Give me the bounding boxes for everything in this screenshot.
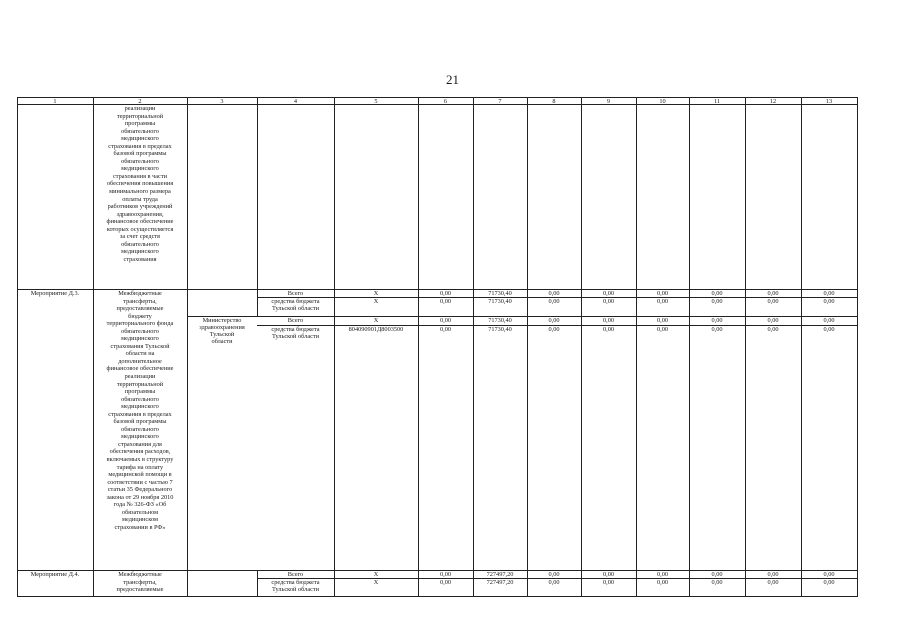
grid-line bbox=[581, 97, 582, 596]
d4-row-1-v10: 0,00 bbox=[656, 571, 669, 578]
column-header-9: 9 bbox=[606, 97, 611, 105]
d3-row-2-v8: 0,00 bbox=[548, 298, 560, 305]
d4-row-1-v8: 0,00 bbox=[548, 571, 560, 578]
measure-name: Мероприятие Д.4. bbox=[30, 571, 80, 578]
grid-line bbox=[418, 97, 419, 596]
d4-row-2-v13: 0,00 bbox=[823, 579, 835, 586]
d3-row-3-v13: 0,00 bbox=[823, 317, 835, 324]
d4-row-1-v7: 727497,20 bbox=[486, 571, 514, 578]
d3-row-3-v9: 0,00 bbox=[602, 317, 615, 324]
d3-row-1-v8: 0,00 bbox=[548, 290, 560, 297]
d3-row-3-code: X bbox=[373, 317, 379, 324]
d4-row-1-source: Всего bbox=[287, 571, 304, 578]
column-header-12: 12 bbox=[769, 97, 777, 105]
d4-row-1-v9: 0,00 bbox=[602, 571, 615, 578]
grid-line bbox=[801, 97, 802, 596]
grid-line bbox=[257, 97, 258, 316]
page-number: 21 bbox=[446, 72, 459, 87]
measure-name: Мероприятие Д.3. bbox=[30, 290, 80, 297]
d4-row-2-v12: 0,00 bbox=[767, 579, 779, 586]
d3-row-2-v7: 71730,40 bbox=[488, 298, 512, 305]
d4-row-2-v11: 0,00 bbox=[711, 579, 723, 586]
d3-row-2-v10: 0,00 bbox=[656, 298, 669, 305]
grid-line bbox=[636, 97, 637, 596]
d3-row-2-v9: 0,00 bbox=[602, 298, 615, 305]
d3-row-4-v7: 71730,40 bbox=[488, 326, 512, 333]
measure-description: Межбюджетные трансферты, предоставляемые bbox=[116, 571, 164, 594]
d3-row-3-v11: 0,00 bbox=[711, 317, 723, 324]
d3-row-2-code: X bbox=[373, 298, 379, 305]
column-header-11: 11 bbox=[713, 97, 721, 105]
d4-row-1-v11: 0,00 bbox=[711, 571, 723, 578]
d3-row-2-v13: 0,00 bbox=[823, 298, 835, 305]
continued-description: реализации территориальной программы обязательного медицинского страхования в пределах базовой программы обязательного медицинского страхования в части обеспечения повышения минимального размера оплаты труда работников учреждений здравоохранения, финансовое обеспечение которых осуществляется за счет средств обязательного медицинского страхования bbox=[106, 105, 174, 263]
d3-row-4-source: средства бюджета Тульской области bbox=[271, 326, 320, 340]
column-header-10: 10 bbox=[659, 97, 666, 105]
d4-row-1-v12: 0,00 bbox=[767, 571, 779, 578]
d4-row-2-code: X bbox=[373, 579, 379, 586]
d4-row-2-source: средства бюджета Тульской области bbox=[271, 579, 320, 593]
d3-row-2-v11: 0,00 bbox=[711, 298, 723, 305]
grid-line bbox=[527, 97, 528, 596]
d3-row-2-source: средства бюджета Тульской области bbox=[271, 298, 320, 312]
d3-row-1-v9: 0,00 bbox=[602, 290, 615, 297]
d3-row-4-v11: 0,00 bbox=[711, 326, 723, 333]
d4-row-2-v7: 727497,20 bbox=[486, 579, 514, 586]
d3-row-1-source: Всего bbox=[287, 290, 304, 297]
d3-row-2-v6: 0,00 bbox=[439, 298, 452, 305]
grid-line bbox=[857, 97, 858, 596]
measure-description: Межбюджетные трансферты, предоставляемые бюджету территориального фонда обязательного медицинского страхования Тульской области на дополнительное финансовое обеспечение реализации территориальной программы обязательного медицинского страхования в пределах базовой программы обязательного медицинского страхования для обеспечения расходов, включаемых в структуру тарифа на оплату медицинской помощи в соответствии с частью 7 статьи 35 Федерального закона от 29 ноября 2010 года № 326-ФЗ «Об обязательном медицинском страховании в РФ» bbox=[106, 290, 174, 531]
grid-line bbox=[17, 97, 18, 596]
column-header-1: 1 bbox=[53, 97, 57, 105]
d3-row-3-source: Всего bbox=[287, 317, 304, 324]
grid-line bbox=[334, 97, 335, 596]
d3-row-3-v7: 71730,40 bbox=[488, 317, 512, 324]
d4-row-2-v6: 0,00 bbox=[439, 579, 452, 586]
grid-line bbox=[473, 97, 474, 596]
d3-row-4-v10: 0,00 bbox=[656, 326, 669, 333]
d3-row-4-v9: 0,00 bbox=[602, 326, 615, 333]
grid-line bbox=[187, 97, 188, 596]
grid-line bbox=[689, 97, 690, 596]
column-header-5: 5 bbox=[374, 97, 378, 105]
column-header-8: 8 bbox=[552, 97, 556, 105]
column-header-6: 6 bbox=[443, 97, 448, 105]
d4-row-2-v9: 0,00 bbox=[602, 579, 615, 586]
d3-row-3-v6: 0,00 bbox=[439, 317, 452, 324]
d4-row-2-v8: 0,00 bbox=[548, 579, 560, 586]
d3-row-3-v12: 0,00 bbox=[767, 317, 779, 324]
d3-row-3-v8: 0,00 bbox=[548, 317, 560, 324]
d3-row-1-v11: 0,00 bbox=[711, 290, 723, 297]
d4-row-1-v13: 0,00 bbox=[823, 571, 835, 578]
d3-row-4-v8: 0,00 bbox=[548, 326, 560, 333]
d3-row-4-v13: 0,00 bbox=[823, 326, 835, 333]
column-header-7: 7 bbox=[498, 97, 502, 105]
d3-row-4-v12: 0,00 bbox=[767, 326, 779, 333]
column-header-13: 13 bbox=[825, 97, 833, 105]
d3-row-2-v12: 0,00 bbox=[767, 298, 779, 305]
d3-row-1-v10: 0,00 bbox=[656, 290, 669, 297]
d3-row-1-v12: 0,00 bbox=[767, 290, 779, 297]
d4-row-2-v10: 0,00 bbox=[656, 579, 669, 586]
d4-row-1-v6: 0,00 bbox=[439, 571, 452, 578]
d3-row-4-v6: 0,00 bbox=[439, 326, 452, 333]
grid-line bbox=[17, 596, 858, 597]
d3-row-3-v10: 0,00 bbox=[656, 317, 669, 324]
executor: Министерство здравоохранения Тульской области bbox=[199, 317, 245, 345]
d3-row-1-v6: 0,00 bbox=[439, 290, 452, 297]
column-header-3: 3 bbox=[220, 97, 224, 105]
d3-row-4-code: 804090901Д8003500 bbox=[348, 326, 404, 333]
column-header-4: 4 bbox=[293, 97, 298, 105]
d3-row-1-v13: 0,00 bbox=[823, 290, 835, 297]
d3-row-1-v7: 71730,40 bbox=[488, 290, 512, 297]
column-header-2: 2 bbox=[138, 97, 142, 105]
grid-line bbox=[745, 97, 746, 596]
d3-row-1-code: X bbox=[373, 290, 379, 297]
d4-row-1-code: X bbox=[373, 571, 379, 578]
